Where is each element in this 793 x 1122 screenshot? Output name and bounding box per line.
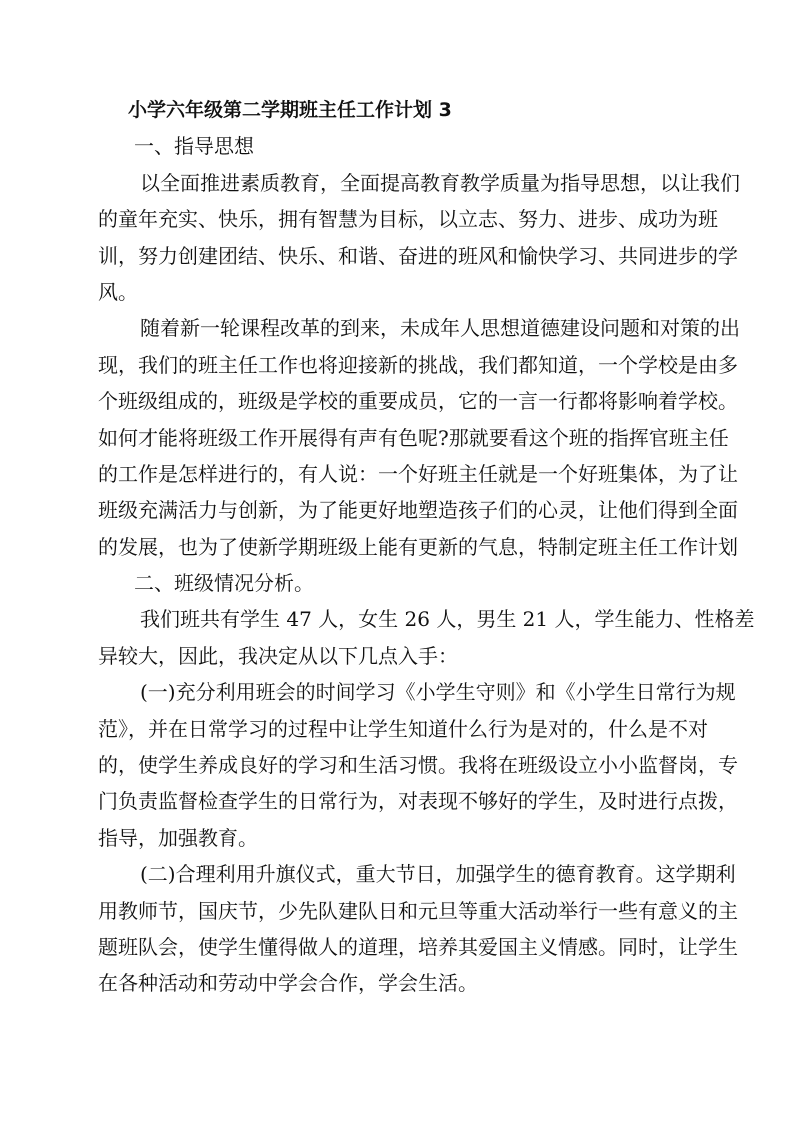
paragraph-line: 随着新一轮课程改革的到来，未成年人思想道德建设问题和对策的出 — [140, 316, 740, 341]
paragraph-line: 个班级组成的，班级是学校的重要成员，它的一言一行都将影响着学校。 — [98, 389, 738, 414]
paragraph-line: 异较大，因此，我决定从以下几点入手： — [98, 643, 458, 668]
paragraph-line: 门负责监督检查学生的日常行为，对表现不够好的学生，及时进行点拨， — [98, 789, 738, 814]
paragraph-line: 用教师节，国庆节，少先队建队日和元旦等重大活动举行一些有意义的主 — [98, 898, 738, 923]
document-page — [98, 92, 755, 1002]
paragraph-line: 指导，加强教育。 — [98, 825, 258, 850]
paragraph-line: 风。 — [98, 279, 138, 304]
paragraph-line: 的工作是怎样进行的，有人说：一个好班主任就是一个好班集体，为了让 — [98, 461, 738, 486]
paragraph-line: 我们班共有学生 47 人，女生 26 人，男生 21 人，学生能力、性格差 — [140, 607, 755, 632]
paragraph-line: 在各种活动和劳动中学会合作，学会生活。 — [98, 971, 478, 996]
paragraph-line: 的发展，也为了使新学期班级上能有更新的气息，特制定班主任工作计划 — [98, 534, 738, 559]
paragraph-line: 以全面推进素质教育，全面提高教育教学质量为指导思想，以让我们 — [140, 170, 740, 195]
document-body — [98, 128, 755, 1001]
paragraph-line: 班级充满活力与创新，为了能更好地塑造孩子们的心灵，让他们得到全面 — [98, 498, 738, 523]
paragraph-line: 的童年充实、快乐，拥有智慧为目标，以立志、努力、进步、成功为班 — [98, 207, 718, 232]
paragraph-line: 训，努力创建团结、快乐、和谐、奋进的班风和愉快学习、共同进步的学 — [98, 243, 738, 268]
paragraph-line: 题班队会，使学生懂得做人的道理，培养其爱国主义情感。同时，让学生 — [98, 934, 738, 959]
paragraph-line: 范》，并在日常学习的过程中让学生知道什么行为是对的，什么是不对 — [98, 716, 708, 741]
paragraph-line: (二)合理利用升旗仪式，重大节日，加强学生的德育教育。这学期利 — [140, 862, 736, 887]
paragraph-line: (一)充分利用班会的时间学习《小学生守则》和《小学生日常行为规 — [140, 680, 736, 705]
paragraph-line: 如何才能将班级工作开展得有声有色呢?那就要看这个班的指挥官班主任 — [98, 425, 729, 450]
paragraph-line: 现，我们的班主任工作也将迎接新的挑战，我们都知道，一个学校是由多 — [98, 352, 738, 377]
section-heading: 二、班级情况分析。 — [134, 571, 314, 596]
paragraph-line: 的，使学生养成良好的学习和生活习惯。我将在班级设立小小监督岗，专 — [98, 753, 738, 778]
section-heading: 一、指导思想 — [134, 134, 254, 159]
document-title: 小学六年级第二学期班主任工作计划 3 — [128, 99, 452, 121]
